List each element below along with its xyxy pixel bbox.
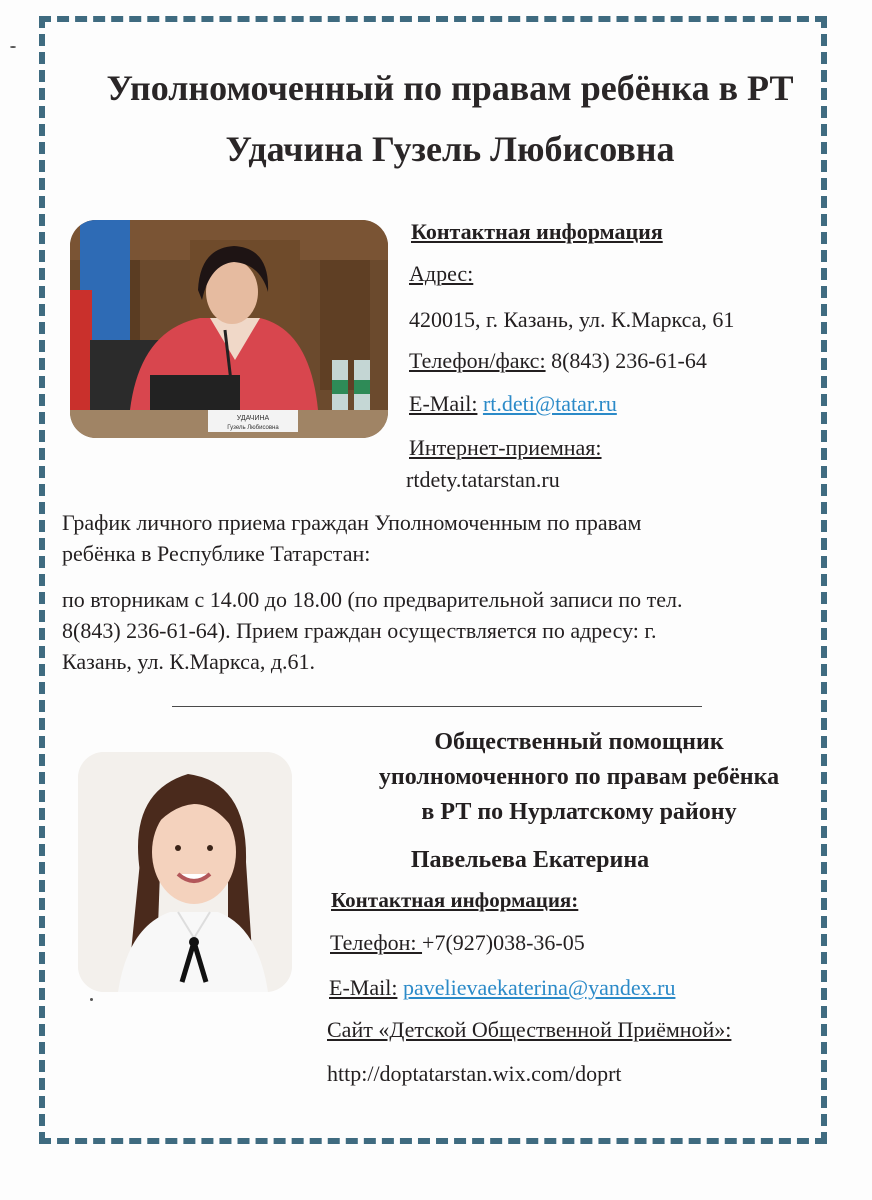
schedule-detail	[62, 584, 682, 677]
assistant-title-line-1: Общественный помощник	[434, 729, 724, 755]
assistant-name: Павельева Екатерина	[410, 847, 650, 873]
email-link[interactable]: rt.deti@tatar.ru	[482, 391, 617, 416]
assistant-email-link[interactable]: pavelievaekaterina@yandex.ru	[402, 975, 676, 1000]
assistant-phone-row	[330, 932, 585, 954]
email-row	[409, 393, 617, 415]
reception-label: Интернет-приемная:	[409, 435, 602, 460]
assistant-phone-value: +7(927)038-36-05	[422, 930, 585, 955]
assistant-photo	[78, 752, 292, 992]
schedule-line-2: ребёнка в Республике Татарстан:	[62, 541, 371, 566]
assistant-phone-label: Телефон:	[330, 930, 423, 955]
nameplate-line2: Гузель Любисовна	[227, 425, 279, 431]
scan-mark	[10, 46, 16, 48]
assistant-email-row	[329, 977, 675, 999]
ombudsman-name: Удачина Гузель Любисовна	[225, 129, 675, 169]
phone-value: 8(843) 236-61-64	[545, 348, 707, 373]
assistant-email-label: E-Mail:	[329, 975, 398, 1000]
section-divider	[172, 706, 702, 707]
email-label: E-Mail:	[409, 391, 478, 416]
phone-label: Телефон/факс:	[409, 348, 546, 373]
assistant-title-line-3: в РТ по Нурлатскому району	[421, 799, 737, 825]
address-value: 420015, г. Казань, ул. К.Маркса, 61	[409, 307, 735, 332]
schedule-detail-line-1: по вторникам с 14.00 до 18.00 (по предварительной записи по тел.	[62, 587, 683, 612]
assistant-site-url[interactable]: http://doptatarstan.wix.com/doprt	[327, 1061, 622, 1086]
assistant-site-label: Сайт «Детской Общественной Приёмной»:	[327, 1017, 732, 1042]
contacts-heading: Контактная информация	[411, 219, 663, 244]
schedule-heading	[62, 507, 641, 569]
schedule-detail-line-3: Казань, ул. К.Маркса, д.61.	[62, 649, 316, 674]
assistant-title-line-2: уполномоченного по правам ребёнка	[378, 764, 780, 790]
phone-row	[409, 350, 707, 372]
scan-speck	[90, 998, 93, 1001]
page-title: Уполномоченный по правам ребёнка в РТ	[106, 68, 794, 108]
assistant-contacts-heading: Контактная информация:	[331, 888, 579, 912]
address-label: Адрес:	[409, 261, 474, 286]
schedule-detail-line-2: 8(843) 236-61-64). Прием граждан осуществляется по адресу: г.	[62, 618, 657, 643]
reception-url[interactable]: rtdety.tatarstan.ru	[406, 467, 560, 492]
schedule-line-1: График личного приема граждан Уполномоченным по правам	[62, 510, 642, 535]
ombudsman-photo	[70, 220, 388, 438]
nameplate-line1: УДАЧИНА	[236, 415, 270, 422]
